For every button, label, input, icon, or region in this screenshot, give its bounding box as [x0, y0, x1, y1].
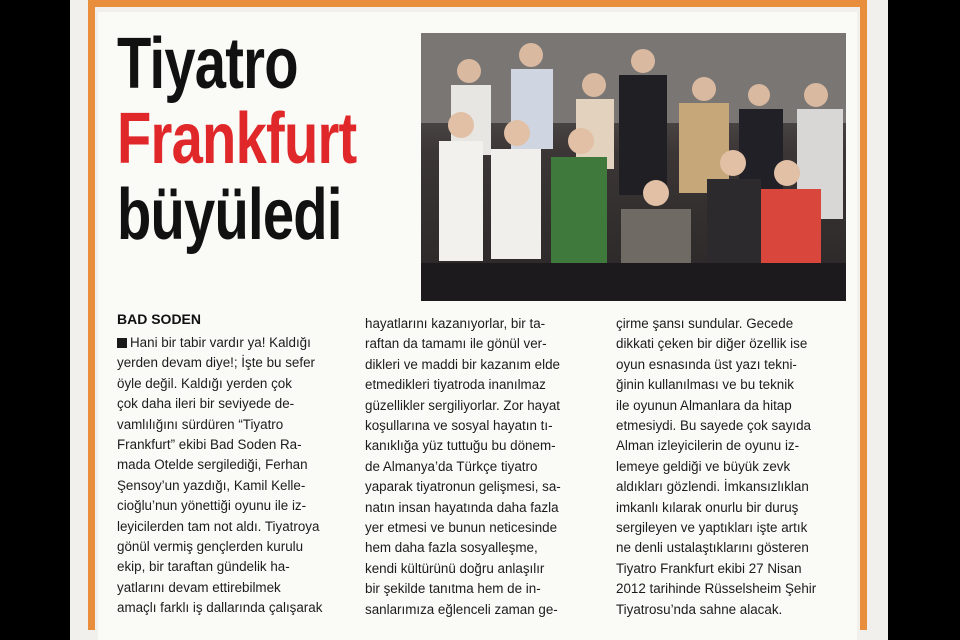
dateline: BAD SODEN — [117, 311, 202, 327]
text-line: Hani bir tabir vardır ya! Kaldığı — [130, 335, 311, 350]
text-line: ne denli ustalaştıklarını gösteren — [616, 540, 809, 556]
text-line: etmesiydi. Bu sayede çok sayıda — [616, 418, 812, 434]
text-line: kanıklığa yüz tuttuğu bu dönem- — [365, 438, 556, 454]
text-line: sanlarımıza eğlenceli zaman ge- — [365, 601, 558, 617]
text-line: ekip, bir taraftan gündelik ha- — [117, 559, 290, 575]
text-line: vamlılığını sürdüren “Tiyatro — [117, 416, 284, 432]
text-line: öyle değil. Kaldığı yerden çok — [117, 375, 292, 391]
text-line: yatlarını devam ettirebilmek — [117, 579, 281, 595]
text-line: Şensoy’un yazdığı, Kamil Kelle- — [117, 477, 306, 493]
text-line: raftan da tamamı ile gönül ver- — [365, 336, 547, 352]
text-line: yaparak tiyatronun gelişmesi, sa- — [365, 479, 561, 495]
text-line: Tiyatro Frankfurt ekibi 27 Nisan — [616, 560, 802, 576]
text-line: hem daha fazla sosyalleşme, — [365, 540, 538, 556]
text-line: sergileyen ve yaptıkları işte artık — [616, 520, 808, 536]
text-line: yer etmesi ve bunun neticesinde — [365, 520, 558, 536]
text-line: de Almanya’da Türkçe tiyatro — [365, 458, 538, 474]
text-line: leyicilerden tam not aldı. Tiyatroya — [117, 518, 320, 534]
article-column-3 — [616, 314, 848, 620]
text-line: Frankfurt” ekibi Bad Soden Ra- — [117, 437, 302, 453]
text-line: bir şekilde tanıtma hem de in- — [365, 581, 541, 597]
text-line: aldıkları gözlendi. İmkansızlıklan — [616, 479, 809, 495]
group-photo-icon — [421, 33, 846, 301]
group-photo — [421, 33, 846, 301]
text-line: mada Otelde sergilediği, Ferhan — [117, 457, 308, 473]
text-line: koşullarına ve sosyal hayatın tı- — [365, 418, 553, 434]
text-line: yerden devam diye!; İşte bu sefer — [117, 355, 315, 371]
text-line: çok daha ileri bir seviyede de- — [117, 396, 295, 412]
text-line: Alman izleyicilerin de oyunu iz- — [616, 438, 800, 454]
article-column-1 — [117, 333, 347, 619]
text-line: hayatlarını kazanıyorlar, bir ta- — [365, 316, 546, 331]
text-line: etmedikleri tiyatroda inanılmaz — [365, 377, 546, 393]
text-line: amaçlı farklı iş dallarında çalışarak — [117, 600, 323, 616]
text-line: oyun esnasında üst yazı tekni- — [616, 356, 797, 372]
text-line: gönül vermiş gençlerden kurulu — [117, 539, 304, 555]
text-line: ğinin kullanılması ve bu teknik — [616, 377, 794, 393]
text-line: Tiyatrosu’nda sahne alacak. — [616, 601, 783, 617]
text-line: cioğlu’nun yönettiği oyunu ile iz- — [117, 498, 307, 514]
article-column-2 — [365, 314, 600, 620]
headline-line-2: Frankfurt — [117, 99, 357, 180]
text-line: kendi kültürünü doğru anlaşılır — [365, 560, 545, 576]
headline-line-1: Tiyatro — [117, 24, 298, 104]
text-line: lemeye geldiği ve büyük zevk — [616, 458, 791, 474]
text-line: dikkati çeken bir diğer özellik ise — [616, 336, 808, 352]
text-line: güzellikler sergiliyorlar. Zor hayat — [365, 397, 560, 413]
headline-line-3: büyüledi — [117, 174, 342, 255]
bullet-square-icon — [117, 338, 127, 348]
text-line: natın insan hayatında daha fazla — [365, 499, 559, 515]
text-line: ile oyunun Almanlara da hitap — [616, 397, 792, 413]
text-line: imkanlı kılarak onurlu bir duruş — [616, 499, 799, 515]
headline — [117, 24, 417, 255]
text-line: çirme şansı sundular. Gecede — [616, 316, 794, 331]
text-line: dikleri ve maddi bir kazanım elde — [365, 356, 560, 372]
text-line: 2012 tarihinde Rüsselsheim Şehir — [616, 581, 817, 597]
